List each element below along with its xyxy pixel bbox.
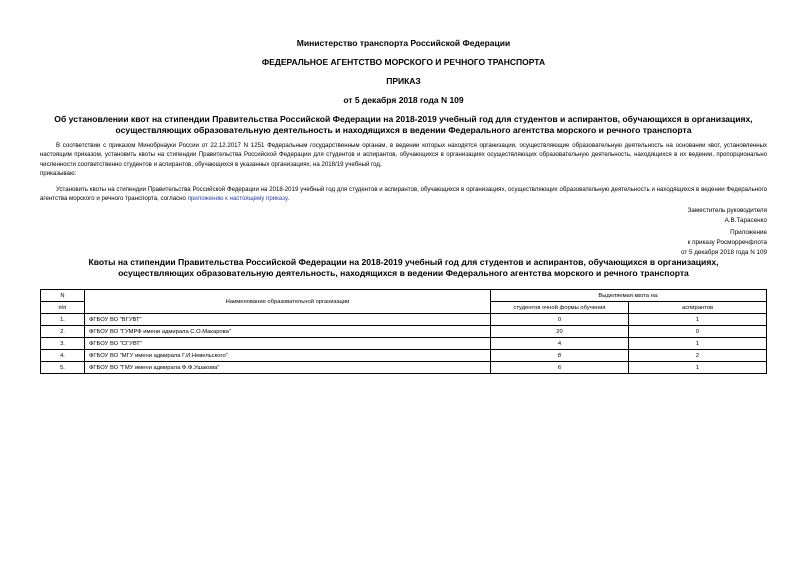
cell-n: 5. — [41, 362, 85, 374]
cell-org: ФГБОУ ВО "ГМУ имени адмирала Ф.Ф.Ушакова" — [85, 362, 491, 374]
preamble-text: В соответствии с приказом Минобрнауки России от 22.12.2017 N 1251 Федеральным государственным органам, в ведении которых находятся организации, осуществляющие образовательную деятельность на основании квот, установленных настоящим приказом, установить квоты на стипендии Правительства Российской Федерации для студентов и аспирантов, обучающихся в организациях осуществляющих образовательную деятельность, находящихся в их ведении, пропорционально численности соответственно студентов и аспирантов, обучающихся в указанных организациях, на 2018/19 учебный год, — [40, 142, 767, 168]
agency-heading: ФЕДЕРАЛЬНОЕ АГЕНТСТВО МОРСКОГО И РЕЧНОГО ТРАНСПОРТА — [261, 57, 546, 67]
table-row — [41, 314, 767, 326]
cell-n: 3. — [41, 338, 85, 350]
cell-aspirants: 1 — [629, 338, 767, 350]
table-title-line: Квоты на стипендии Правительства Российской Федерации на 2018-2019 учебный год для студентов и аспирантов, обучающихся в организациях, — [88, 257, 719, 267]
cell-n: 4. — [41, 350, 85, 362]
signature-position: Заместитель руководителя — [687, 207, 767, 214]
cell-aspirants: 1 — [629, 314, 767, 326]
cell-students: 8 — [491, 350, 629, 362]
cell-n: 1. — [41, 314, 85, 326]
quota-table — [40, 289, 767, 374]
header-cell-quota: Выделяемая квота на: — [491, 290, 767, 302]
signature-block — [688, 206, 767, 226]
ministry-heading: Министерство транспорта Российской Федерации — [296, 38, 511, 48]
document-title-line: осуществляющих образовательную деятельность и находящихся в ведении Федерального агентства морского и речного транспорта — [115, 125, 692, 135]
cell-org: ФГБОУ ВО "МГУ имени адмирала Г.И.Невельского" — [85, 350, 491, 362]
appendix-label: Приложение — [730, 229, 767, 236]
table-header-row — [41, 290, 767, 302]
table-row — [41, 326, 767, 338]
header-cell-n: N — [41, 290, 85, 302]
table-title — [0, 257, 807, 279]
header-cell-pp: п/п — [41, 302, 85, 314]
appendix-header — [681, 228, 767, 257]
preamble-paragraph — [40, 141, 767, 179]
order-text: Установить квоты на стипендии Правительства Российской Федерации на 2018-2019 учебный год для студентов и аспирантов, обучающихся в организациях, осуществляющих образовательную деятельность и находящихся в ведении Федерального агентства морского и речного транспорта, согласно — [40, 186, 767, 203]
appendix-link[interactable]: приложению к настоящему приказу — [187, 195, 288, 203]
header-cell-aspirants: аспирантов — [629, 302, 767, 314]
order-paragraph: Установить квоты на стипендии Правительства Российской Федерации на 2018-2019 учебный год для студентов и аспирантов, обучающихся в организациях, осуществляющих образовательную деятельность и находящихся в ведении Федерального агентства морского и речного транспорта, согласно приложению к настоящему приказу. — [40, 186, 767, 203]
cell-aspirants: 1 — [629, 362, 767, 374]
appendix-date: от 5 декабря 2018 года N 109 — [680, 248, 767, 256]
document-date: от 5 декабря 2018 года N 109 — [343, 95, 464, 105]
document-title — [0, 114, 807, 136]
cell-org: ФГБОУ ВО "ВГУВТ" — [85, 314, 491, 326]
cell-n: 2. — [41, 326, 85, 338]
table-row — [41, 338, 767, 350]
cell-students: 0 — [491, 314, 629, 326]
cell-students: 20 — [491, 326, 629, 338]
table-row — [41, 362, 767, 374]
cell-students: 4 — [491, 338, 629, 350]
appendix-order-ref: к приказу Росморречфлота — [687, 238, 767, 246]
signature-name: А.В.Тарасенко — [724, 216, 767, 224]
table-row — [41, 350, 767, 362]
cell-aspirants: 2 — [629, 350, 767, 362]
table-title-line: осуществляющих образовательную деятельность, находящихся в ведении Федерального агентства морского и речного транспорта — [118, 268, 689, 278]
cell-aspirants: 0 — [629, 326, 767, 338]
order-word: приказываю: — [40, 170, 77, 178]
document-type: ПРИКАЗ — [386, 76, 421, 86]
cell-org: ФГБОУ ВО "СГУВТ" — [85, 338, 491, 350]
header-cell-org: Наименование образовательной организации — [85, 290, 491, 314]
document-title-line: Об установлении квот на стипендии Правительства Российской Федерации на 2018-2019 учебный год для студентов и аспирантов, обучающихся в организациях, — [54, 114, 753, 124]
cell-students: 6 — [491, 362, 629, 374]
header-cell-students: студентов очной формы обучения — [491, 302, 629, 314]
cell-org: ФГБОУ ВО "ГУМРФ имени адмирала С.О.Макарова" — [85, 326, 491, 338]
